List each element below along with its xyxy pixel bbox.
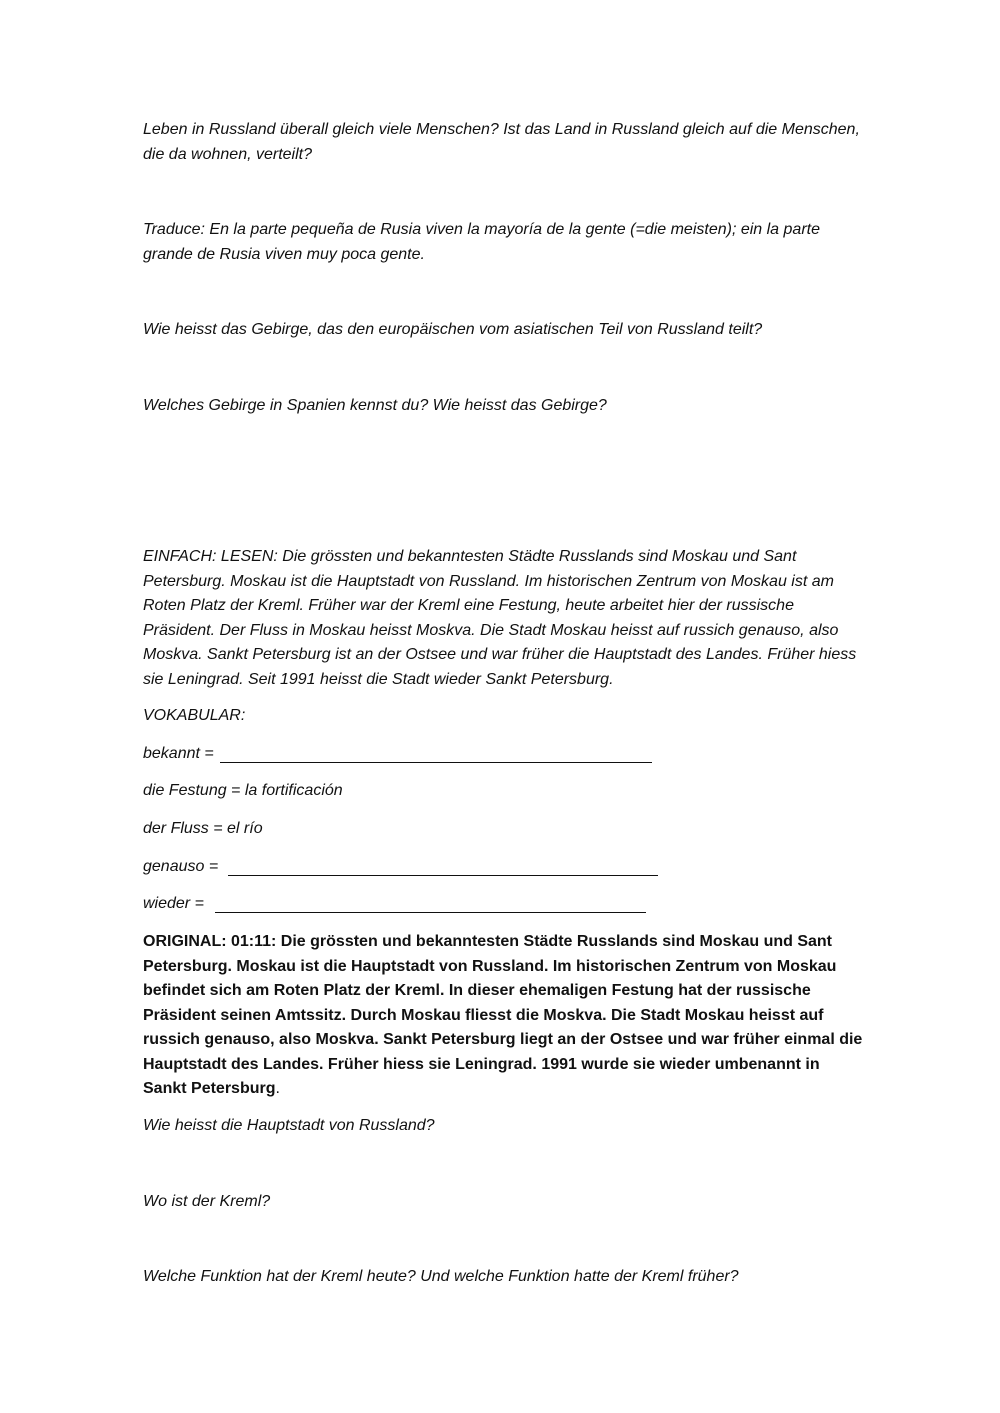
vocab-item-fluss: der Fluss = el río <box>143 820 263 837</box>
vocab-item-bekannt: bekannt = <box>143 745 214 762</box>
question-kremlin-function: Welche Funktion hat der Kreml heute? Und welche Funktion hatte der Kreml früher? <box>143 1268 739 1285</box>
vocab-item-genauso: genauso = <box>143 858 219 875</box>
question-spanish-mountains: Welches Gebirge in Spanien kennst du? Wie heisst das Gebirge? <box>143 397 607 414</box>
question-kremlin-location: Wo ist der Kreml? <box>143 1193 271 1210</box>
original-text-period: . <box>275 1080 280 1097</box>
answer-line-genauso[interactable] <box>228 875 658 876</box>
original-text-body: ORIGINAL: 01:11: Die grössten und bekanntesten Städte Russlands sind Moskau und Sant Petersburg. Moskau ist die Hauptstadt von Russland. Im historischen Zentrum von Moskau befindet sich am Roten Platz der Kreml. In dieser ehemaligen Festung hat der russische Präsident seinen Amtssitz. Durch Moskau fliesst die Moskva. Die Stadt Moskau heisst auf russich genauso, also Moskva. Sankt Petersburg liegt an der Ostsee und war früher einmal die Hauptstadt des Landes. Früher hiess sie Leningrad. 1991 wurde sie wieder umbenannt in Sankt Petersburg <box>143 933 863 1097</box>
vocab-item-festung: die Festung = la fortificación <box>143 782 343 799</box>
original-text <box>143 930 863 1102</box>
question-capital: Wie heisst die Hauptstadt von Russland? <box>143 1117 435 1134</box>
question-population-distribution: Leben in Russland überall gleich viele Menschen? Ist das Land in Russland gleich auf die Menschen, die da wohnen, verteilt? <box>143 121 860 163</box>
vocab-item-wieder: wieder = <box>143 895 204 912</box>
reading-text-simple: EINFACH: LESEN: Die grössten und bekanntesten Städte Russlands sind Moskau und Sant Petersburg. Moskau ist die Hauptstadt von Russland. Im historischen Zentrum von Moskau ist am Roten Platz der Kreml. Früher war der Kreml eine Festung, heute arbeitet hier der russische Präsident. Der Fluss in Moskau heisst Moskva. Die Stadt Moskau heisst auf russich genauso, also Moskva. Sankt Petersburg ist an der Ostsee und war früher die Hauptstadt des Landes. Früher hiess sie Leningrad. Seit 1991 heisst die Stadt wieder Sankt Petersburg. <box>143 548 857 688</box>
answer-line-bekannt[interactable] <box>220 762 652 763</box>
question-ural-mountains: Wie heisst das Gebirge, das den europäischen vom asiatischen Teil von Russland teilt? <box>143 321 763 338</box>
translation-exercise: Traduce: En la parte pequeña de Rusia viven la mayoría de la gente (=die meisten); ein la parte grande de Rusia viven muy poca gente. <box>143 221 820 263</box>
vocabulary-heading: VOKABULAR: <box>143 707 246 724</box>
answer-line-wieder[interactable] <box>215 912 646 913</box>
